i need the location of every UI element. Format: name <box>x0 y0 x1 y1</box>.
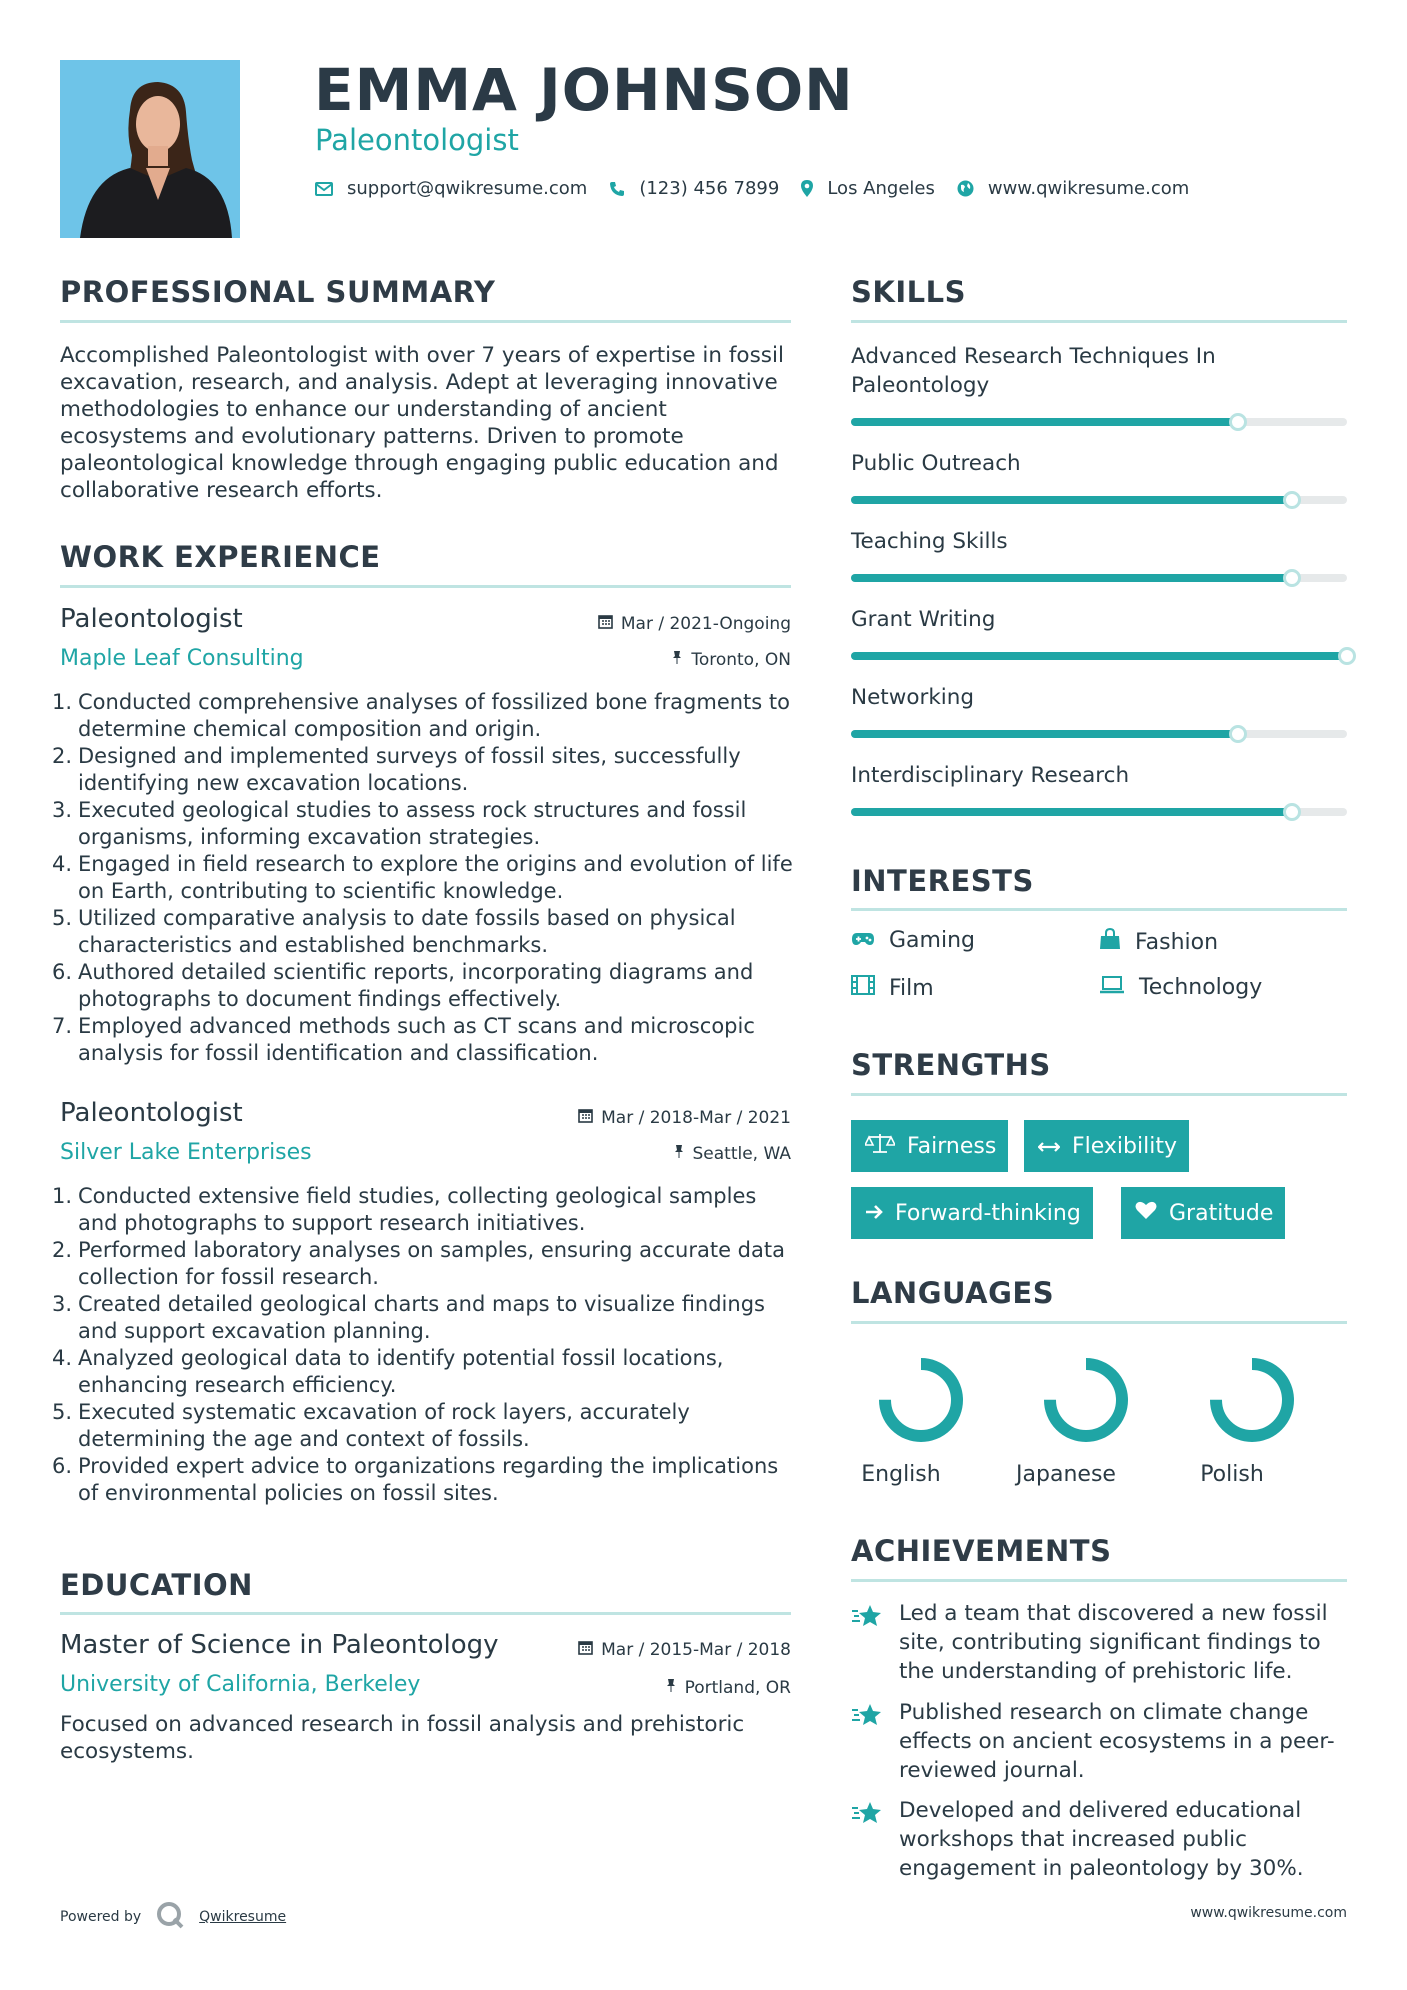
job-location <box>671 650 791 670</box>
star-icon <box>851 1796 883 1883</box>
contact-phone: (123) 456 7899 <box>639 178 780 199</box>
language-item <box>1016 1350 1156 1454</box>
interest-item <box>1099 975 1262 1000</box>
map-marker-icon <box>801 180 813 197</box>
section-title-languages: LANGUAGES <box>851 1276 1055 1310</box>
responsibility-text: Conducted extensive field studies, collecting geological samples and photographs to support research initiatives. <box>78 1184 757 1235</box>
skill-name: Advanced Research Techniques In Paleontology <box>851 344 1216 398</box>
skill-bar-knob <box>1338 647 1356 665</box>
language-ring <box>1036 1350 1136 1450</box>
job-2-responsibilities <box>52 1183 800 1507</box>
calendar-icon <box>598 614 613 634</box>
skill-bar-track <box>851 808 1347 816</box>
education-degree: Master of Science in Paleontology <box>60 1630 499 1660</box>
job-dates-text: Mar / 2018-Mar / 2021 <box>601 1108 791 1128</box>
job-title: Paleontologist <box>60 604 243 634</box>
job-dates <box>598 614 791 634</box>
responsibility-text: Engaged in field research to explore the origins and evolution of life on Earth, contributing to scientific knowledge. <box>78 852 793 903</box>
responsibility-text: Designed and implemented surveys of fossil sites, successfully identifying new excavation locations. <box>78 744 741 795</box>
arrow-right-icon <box>865 1201 883 1226</box>
star-icon <box>851 1599 883 1686</box>
achievement-item <box>851 1796 1351 1883</box>
interest-label: Technology <box>1139 975 1263 1000</box>
skill-bar-track <box>851 496 1347 504</box>
interest-item <box>851 928 975 953</box>
skill-name: Networking <box>851 685 975 710</box>
list-number: 5. <box>52 906 73 930</box>
qwikresume-logo-icon <box>155 1900 185 1934</box>
achievement-text: Led a team that discovered a new fossil site, contributing significant findings to the understanding of prehistoric life. <box>899 1601 1328 1684</box>
responsibility-text: Utilized comparative analysis to date fossils based on physical characteristics and established benchmarks. <box>78 906 736 957</box>
list-number: 6. <box>52 960 73 984</box>
language-ring-arc <box>885 1364 957 1436</box>
job-entry-2 <box>60 1098 791 1168</box>
strength-chip <box>1121 1187 1285 1239</box>
job-dates-text: Mar / 2021-Ongoing <box>620 614 791 634</box>
section-divider <box>60 320 791 323</box>
footer-website[interactable]: www.qwikresume.com <box>1190 1905 1347 1921</box>
section-divider <box>851 1093 1347 1096</box>
job-title: Paleontologist <box>60 1098 243 1128</box>
responsibility-text: Analyzed geological data to identify potential fossil locations, enhancing research efficiency. <box>78 1346 724 1397</box>
achievement-item <box>851 1599 1351 1686</box>
responsibility-item <box>52 1291 800 1345</box>
responsibility-item <box>52 959 800 1013</box>
calendar-icon <box>578 1640 593 1660</box>
pin-icon <box>673 1144 685 1164</box>
responsibility-text: Performed laboratory analyses on samples, ensuring accurate data collection for fossil research. <box>78 1238 785 1289</box>
job-dates <box>578 1108 791 1128</box>
interest-label: Film <box>889 975 934 1001</box>
skill-bar-knob <box>1229 413 1247 431</box>
section-title-work: WORK EXPERIENCE <box>60 540 381 574</box>
pin-icon <box>665 1678 677 1698</box>
job-company: Silver Lake Enterprises <box>60 1140 312 1165</box>
skill-name: Grant Writing <box>851 607 996 632</box>
strength-label: Forward-thinking <box>895 1200 1081 1226</box>
calendar-icon <box>578 1108 593 1128</box>
skill-bar-knob <box>1229 725 1247 743</box>
shopping-bag-icon <box>1099 928 1121 956</box>
film-icon <box>851 975 875 1001</box>
language-ring-arc <box>1050 1364 1122 1436</box>
footer-powered-label: Powered by <box>60 1909 142 1925</box>
job-location-text: Seattle, WA <box>692 1144 791 1164</box>
responsibility-item <box>52 1237 800 1291</box>
list-number: 1. <box>52 690 73 714</box>
responsibility-item <box>52 1345 800 1399</box>
laptop-icon <box>1099 975 1125 1000</box>
skill-name: Public Outreach <box>851 451 1021 476</box>
responsibility-text: Executed systematic excavation of rock layers, accurately determining the age and context of fossils. <box>78 1400 690 1451</box>
candidate-name: EMMA JOHNSON <box>314 56 854 124</box>
skill-bar-knob <box>1283 491 1301 509</box>
phone-icon <box>609 181 625 197</box>
list-number: 2. <box>52 1238 73 1262</box>
language-item <box>1182 1350 1322 1454</box>
list-number: 6. <box>52 1454 73 1478</box>
language-ring <box>871 1350 971 1450</box>
education-entry <box>60 1630 791 1700</box>
star-icon <box>851 1698 883 1785</box>
section-title-skills: SKILLS <box>851 275 966 309</box>
contact-email[interactable]: support@qwikresume.com <box>347 178 588 199</box>
skill-bar-knob <box>1283 569 1301 587</box>
strength-chip <box>1024 1120 1189 1172</box>
skill-bar-fill <box>851 652 1347 660</box>
section-divider <box>60 1612 791 1615</box>
responsibility-text: Created detailed geological charts and maps to visualize findings and support excavation planning. <box>78 1292 765 1343</box>
section-divider <box>851 1321 1347 1324</box>
strength-chip <box>851 1187 1093 1239</box>
responsibility-item <box>52 905 800 959</box>
language-ring-arc <box>1216 1364 1288 1436</box>
strength-label: Flexibility <box>1072 1133 1177 1159</box>
section-title-education: EDUCATION <box>60 1568 253 1602</box>
contact-bar <box>315 178 1211 199</box>
job-entry-1 <box>60 604 791 674</box>
responsibility-item <box>52 1183 800 1237</box>
skill-bar-track <box>851 652 1347 660</box>
responsibility-item <box>52 1013 800 1067</box>
heart-icon <box>1135 1200 1157 1226</box>
interest-label: Fashion <box>1135 929 1219 955</box>
list-number: 3. <box>52 1292 73 1316</box>
responsibility-item <box>52 689 800 743</box>
section-divider <box>851 1579 1347 1582</box>
responsibility-text: Provided expert advice to organizations regarding the implications of environmental policies on fossil sites. <box>78 1454 779 1505</box>
language-label: Polish <box>1200 1462 1264 1487</box>
envelope-icon <box>315 182 333 196</box>
strength-chip <box>851 1120 1008 1172</box>
education-dates-text: Mar / 2015-Mar / 2018 <box>601 1640 791 1660</box>
language-ring <box>1202 1350 1302 1450</box>
arrows-horizontal-icon <box>1038 1134 1060 1159</box>
strength-label: Fairness <box>907 1133 997 1159</box>
balance-scale-icon <box>865 1132 895 1160</box>
skill-bar-track <box>851 418 1347 426</box>
gamepad-icon <box>851 928 875 953</box>
responsibility-item <box>52 1399 800 1453</box>
skill-bar-knob <box>1283 803 1301 821</box>
responsibility-item <box>52 743 800 797</box>
responsibility-text: Employed advanced methods such as CT scans and microscopic analysis for fossil identification and classification. <box>78 1014 755 1065</box>
skill-bar-fill <box>851 808 1292 816</box>
section-divider <box>851 908 1347 911</box>
contact-website[interactable]: www.qwikresume.com <box>987 178 1190 199</box>
section-title-summary: PROFESSIONAL SUMMARY <box>60 275 496 309</box>
section-divider <box>851 320 1347 323</box>
skill-name: Teaching Skills <box>851 529 1008 554</box>
skill-bar-fill <box>851 574 1292 582</box>
section-title-strengths: STRENGTHS <box>851 1048 1051 1082</box>
responsibility-text: Conducted comprehensive analyses of fossilized bone fragments to determine chemical composition and origin. <box>78 690 790 741</box>
list-number: 4. <box>52 852 73 876</box>
section-divider <box>60 585 791 588</box>
summary-text: Accomplished Paleontologist with over 7 years of expertise in fossil excavation, research, and analysis. Adept at leveraging innovative methodologies to enhance our understanding of ancient ecosystems and evolutionary patterns. Driven to promote paleontological knowledge through engaging public education and collaborative research efforts. <box>60 343 784 503</box>
strength-label: Gratitude <box>1169 1200 1274 1226</box>
job-location-text: Toronto, ON <box>691 650 791 670</box>
globe-icon <box>957 180 974 197</box>
language-label: Japanese <box>1016 1462 1116 1487</box>
pin-icon <box>671 650 683 670</box>
skill-bar-fill <box>851 730 1238 738</box>
language-label: English <box>861 1462 941 1487</box>
list-number: 3. <box>52 798 73 822</box>
achievement-item <box>851 1698 1351 1785</box>
footer-powered-by <box>60 1900 286 1934</box>
responsibility-item <box>52 851 800 905</box>
education-dates <box>578 1640 791 1660</box>
interest-label: Gaming <box>889 928 975 953</box>
responsibility-item <box>52 797 800 851</box>
job-location <box>673 1144 792 1164</box>
skill-bar-fill <box>851 418 1238 426</box>
candidate-title: Paleontologist <box>315 123 519 157</box>
responsibility-item <box>52 1453 800 1507</box>
interest-item <box>1099 928 1218 956</box>
education-location-text: Portland, OR <box>684 1678 791 1698</box>
achievement-text: Published research on climate change effects on ancient ecosystems in a peer-reviewed journal. <box>899 1700 1335 1783</box>
education-school: University of California, Berkeley <box>60 1672 421 1697</box>
list-number: 1. <box>52 1184 73 1208</box>
job-1-responsibilities <box>52 689 800 1067</box>
interest-item <box>851 975 934 1001</box>
education-location <box>665 1678 791 1698</box>
contact-location: Los Angeles <box>827 178 935 199</box>
footer-brand-link[interactable]: Qwikresume <box>199 1909 287 1925</box>
section-title-interests: INTERESTS <box>851 864 1034 898</box>
skill-name: Interdisciplinary Research <box>851 763 1130 788</box>
skill-bar-fill <box>851 496 1292 504</box>
list-number: 4. <box>52 1346 73 1370</box>
skill-bar-track <box>851 730 1347 738</box>
skill-bar-track <box>851 574 1347 582</box>
responsibility-text: Executed geological studies to assess rock structures and fossil organisms, informing excavation strategies. <box>78 798 747 849</box>
list-number: 2. <box>52 744 73 768</box>
responsibility-text: Authored detailed scientific reports, incorporating diagrams and photographs to document findings effectively. <box>78 960 754 1011</box>
list-number: 5. <box>52 1400 73 1424</box>
job-company: Maple Leaf Consulting <box>60 646 304 671</box>
achievement-text: Developed and delivered educational workshops that increased public engagement in paleontology by 30%. <box>899 1798 1304 1881</box>
section-title-achievements: ACHIEVEMENTS <box>851 1534 1112 1568</box>
list-number: 7. <box>52 1014 73 1038</box>
education-description: Focused on advanced research in fossil analysis and prehistoric ecosystems. <box>60 1712 745 1764</box>
profile-photo <box>60 60 240 238</box>
language-item <box>851 1350 991 1454</box>
